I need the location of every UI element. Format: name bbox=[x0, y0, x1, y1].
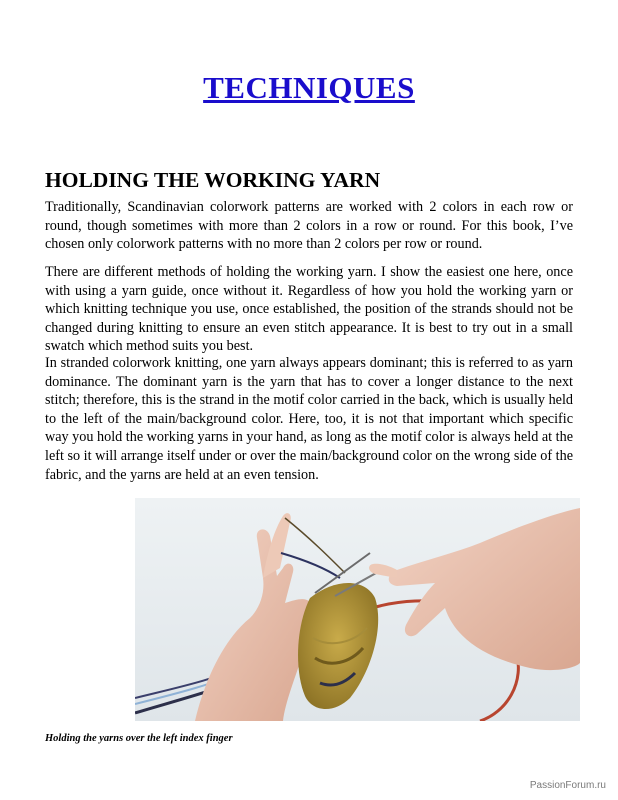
page-title[interactable]: TECHNIQUES bbox=[203, 70, 415, 105]
paragraph-intro: Traditionally, Scandinavian colorwork patterns are worked with 2 colors in each row or round, though sometimes with more than 2 colors in a row or round. For this book, I’ve chosen only colorwork patterns with no more than 2 colors per row or round. bbox=[45, 199, 573, 253]
knitting-hands-photo-icon bbox=[135, 498, 580, 721]
watermark: PassionForum.ru bbox=[529, 780, 606, 791]
paragraph-yarn-dominance: In stranded colorwork knitting, one yarn always appears dominant; this is referred to as yarn dominance. The dominant yarn is the yarn that has to cover a longer distance to the next stitch; therefore, this is the strand in the motif color carried in the back, which is usually held to the left of the main/background color. Here, too, it is not that important which specific way you hold the working yarns in your hand, as long as the motif color is always held at the left so it will arrange itself under or over the main/background color on the wrong side of the fabric, and the yarns are held at an even tension. bbox=[45, 355, 573, 483]
figure-caption: Holding the yarns over the left index finger bbox=[45, 733, 233, 744]
section-heading: HOLDING THE WORKING YARN bbox=[45, 168, 381, 192]
knitting-hands-photo bbox=[135, 498, 580, 721]
paragraph-methods: There are different methods of holding the working yarn. I show the easiest one here, once with using a yarn guide, once without it. Regardless of how you hold the working yarn or which knitting technique you use, once established, the position of the strands should not be changed during knitting to ensure an even stitch appearance. It is best to try out in a small swatch which method suits you best. bbox=[45, 264, 573, 355]
